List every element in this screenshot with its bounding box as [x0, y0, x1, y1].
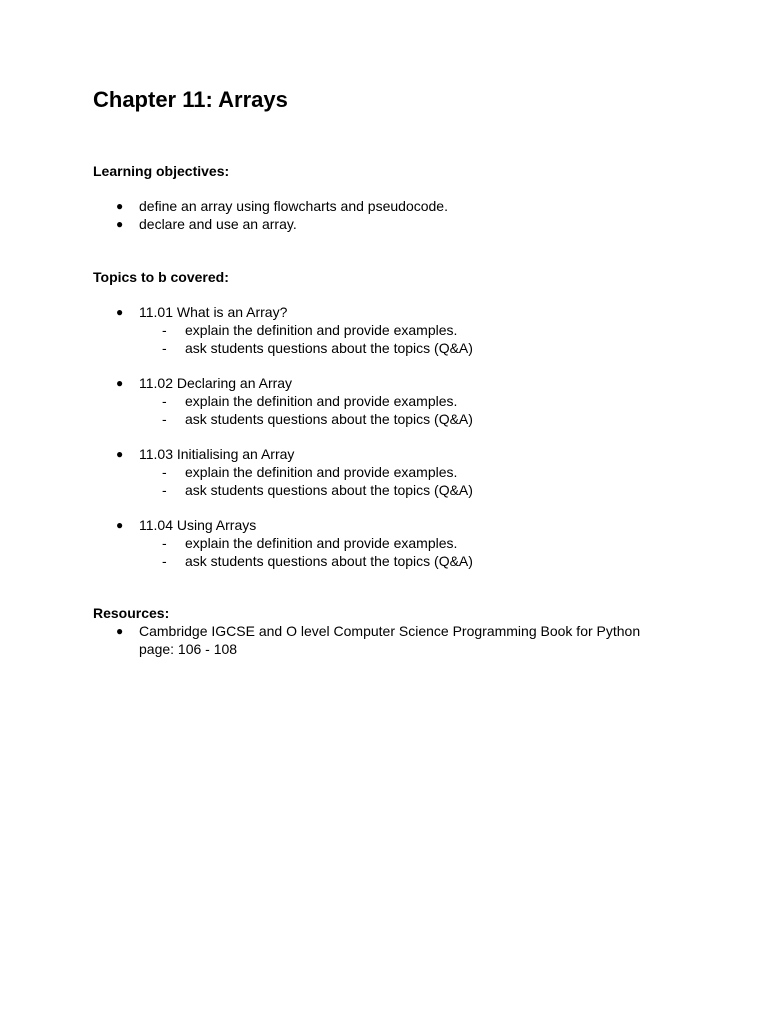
dash-marker: -: [162, 553, 167, 569]
topic-subitem: explain the definition and provide examples.: [185, 464, 458, 480]
bullet-icon: ●: [116, 376, 124, 390]
bullet-icon: ●: [116, 217, 124, 231]
dash-marker: -: [162, 464, 167, 480]
topic-subitem: ask students questions about the topics (Q&A): [185, 340, 473, 356]
topic-subitem: ask students questions about the topics (Q&A): [185, 411, 473, 427]
dash-marker: -: [162, 340, 167, 356]
resource-item-page: page: 106 - 108: [139, 641, 238, 657]
dash-marker: -: [162, 393, 167, 409]
learning-objectives-heading: Learning objectives:: [93, 163, 230, 179]
chapter-title: Chapter 11: Arrays: [93, 87, 288, 112]
objective-item: declare and use an array.: [139, 216, 297, 232]
resources-heading: Resources:: [93, 605, 170, 621]
topic-item: 11.04 Using Arrays: [139, 517, 257, 533]
topic-subitem: explain the definition and provide examples.: [185, 535, 458, 551]
topic-subitem: ask students questions about the topics (Q&A): [185, 553, 473, 569]
bullet-icon: ●: [116, 518, 124, 532]
topic-item: 11.02 Declaring an Array: [139, 375, 293, 391]
bullet-icon: ●: [116, 447, 124, 461]
dash-marker: -: [162, 535, 167, 551]
topics-heading: Topics to b covered:: [93, 269, 229, 285]
objective-item: define an array using flowcharts and pseudocode.: [139, 198, 448, 214]
topic-subitem: explain the definition and provide examples.: [185, 393, 458, 409]
dash-marker: -: [162, 411, 167, 427]
dash-marker: -: [162, 482, 167, 498]
bullet-icon: ●: [116, 199, 124, 213]
topic-item: 11.03 Initialising an Array: [139, 446, 295, 462]
topic-item: 11.01 What is an Array?: [139, 304, 288, 320]
bullet-icon: ●: [116, 305, 124, 319]
topic-subitem: explain the definition and provide examples.: [185, 322, 458, 338]
bullet-icon: ●: [116, 624, 124, 638]
resource-item: Cambridge IGCSE and O level Computer Science Programming Book for Python: [139, 623, 641, 639]
topic-subitem: ask students questions about the topics (Q&A): [185, 482, 473, 498]
dash-marker: -: [162, 322, 167, 338]
